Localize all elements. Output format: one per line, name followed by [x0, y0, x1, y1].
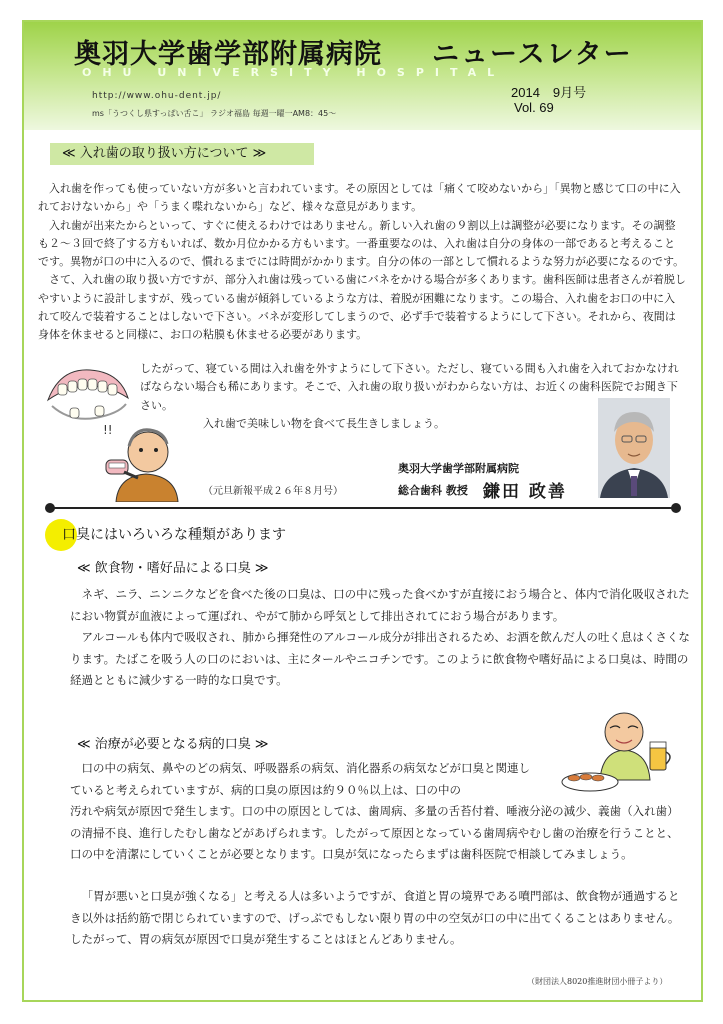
subsection1-title: ≪ 飲食物・嗜好品による口臭 ≫ — [77, 561, 269, 576]
volume-number: Vol. 69 — [514, 100, 554, 115]
section1-paragraph: さて、入れ歯の取り扱い方ですが、部分入れ歯は残っている歯にバネをかける場合が多くあります。歯科医師は患者さんが着脱しやすいように設計しますが、残っている歯が傾斜しているような方は、着脱が困難になります。この場合、入れ歯をお口の中に入れて咬んで装着することはしないで下さい。バネが変形してしまうので、必ず手で装着するようにして下さい。それから、夜間は身体を休ませると同様に、お口の粘膜も休ませる必要があります。 — [38, 273, 686, 342]
subsection1-body — [70, 584, 690, 692]
section2-title: 口臭にはいろいろな種類があります — [62, 527, 286, 543]
subsection1-paragraph: ネギ、ニラ、ニンニクなどを食べた後の口臭は、口の中に残った食べかすが直接におう場合と、体内で消化吸収されたにおい物質が血液によって運ばれ、やがて肺から呼気として排出されてにおう場合があります。 — [70, 587, 690, 623]
subsection2-title: ≪ 治療が必要となる病的口臭 ≫ — [77, 737, 269, 752]
subsection2-paragraph: 「胃が悪いと口臭が強くなる」と考える人は多いようですが、食道と胃の境界である噴門部は、飲食物が通過するとき以外は括約筋で閉じられていますので、げっぷでもしない限り胃の中の空気が口の中に出てくることはありません。したがって、胃の病気が原因で口臭が発生することはほとんどありません。 — [70, 889, 680, 946]
subsection2-body: 汚れや病気が原因で発生します。口の中の原因としては、歯周病、多量の舌苔付着、唾液分泌の減少、義歯（入れ歯）の清掃不良、進行したむし歯などがあげられます。したがって原因となっている歯周病やむし歯の治療を行うことと、口の中を清潔にしていくことが必要となります。口臭が気になったらまずは歯科医院で相談してみましょう。 — [70, 804, 679, 861]
section1-paragraph: 入れ歯が出来たからといって、すぐに使えるわけではありません。新しい入れ歯の９割以上は調整が必要になります。その調整も２～３回で終了する方もいれば、数か月位かかる方もいます。一番重要なのは、入れ歯は自分の身体の一部であると考えることです。異物が口の中に入るので、慣れるまでには時間がかかります。自分の体の一部として慣れるような努力が必要になるのです。 — [38, 218, 685, 269]
svg-text:!!: !! — [103, 423, 113, 437]
signature-name: 鎌田 政善 — [483, 482, 567, 502]
section1-tail: したがって、寝ている間は入れ歯を外すようにして下さい。ただし、寝ている間も入れ歯を入れておかなければならない場合も稀にあります。そこで、入れ歯の取り扱いがわからない方は、お近くの歯科医院でお聞き下さい。 — [140, 362, 679, 412]
section2-source: （財団法人8020推進財団小冊子より） — [527, 977, 668, 986]
elderly-man-illustration — [98, 420, 194, 502]
divider-endpoint — [671, 503, 681, 513]
issue-date: 2014 9月号 — [511, 85, 587, 100]
section1-paragraph: 入れ歯を作っても使っていない方が多いと言われています。その原因としては「痛くて咬めないから」「異物と感じて口の中に入れておけないから」や「うまく喋れないから」など、様々な意見があります。 — [38, 182, 681, 214]
author-portrait-photo — [598, 398, 670, 498]
section1-title: ≪ 入れ歯の取り扱い方について ≫ — [50, 143, 314, 165]
newsletter-header — [24, 22, 701, 130]
hospital-name: 奥羽大学歯学部附属病院 — [74, 39, 382, 70]
website-url[interactable]: http://www.ohu-dent.jp/ — [92, 91, 222, 101]
english-name: OHU UNIVERSITY HOSPITAL — [82, 66, 506, 79]
signature-organization: 奥羽大学歯学部附属病院 — [398, 462, 519, 475]
section1-body — [38, 180, 686, 345]
drinking-man-illustration — [560, 700, 680, 795]
newsletter-label: ニュースレター — [432, 39, 633, 70]
subsection2-lead: 口の中の病気、鼻やのどの病気、呼吸器系の病気、消化器系の病気などが口臭と関連していると考えられていますが、病的口臭の原因は約９０％以上は、口の中の — [70, 761, 530, 797]
section1-source: （元旦新報平成２６年８月号） — [203, 486, 343, 497]
signature-title: 総合歯科 教授 — [398, 484, 468, 497]
divider-endpoint — [45, 503, 55, 513]
denture-illustration — [40, 360, 135, 425]
radio-info: ms「うつくし県すっぱい舌こ」 ラジオ福島 毎週一曜一AM8：45～ — [92, 109, 337, 118]
section1-closing: 入れ歯で美味しい物を食べて長生きしましょう。 — [203, 417, 445, 430]
section-divider — [50, 507, 680, 509]
subsection1-paragraph: アルコールも体内で吸収され、肺から揮発性のアルコール成分が排出されるため、お酒を飲んだ人の吐く息はくさくなります。たばこを吸う人の口のにおいは、主にタールやニコチンです。このように飲食物や嗜好品による口臭は、時間の経過とともに減少する一時的な口臭です。 — [70, 630, 690, 687]
